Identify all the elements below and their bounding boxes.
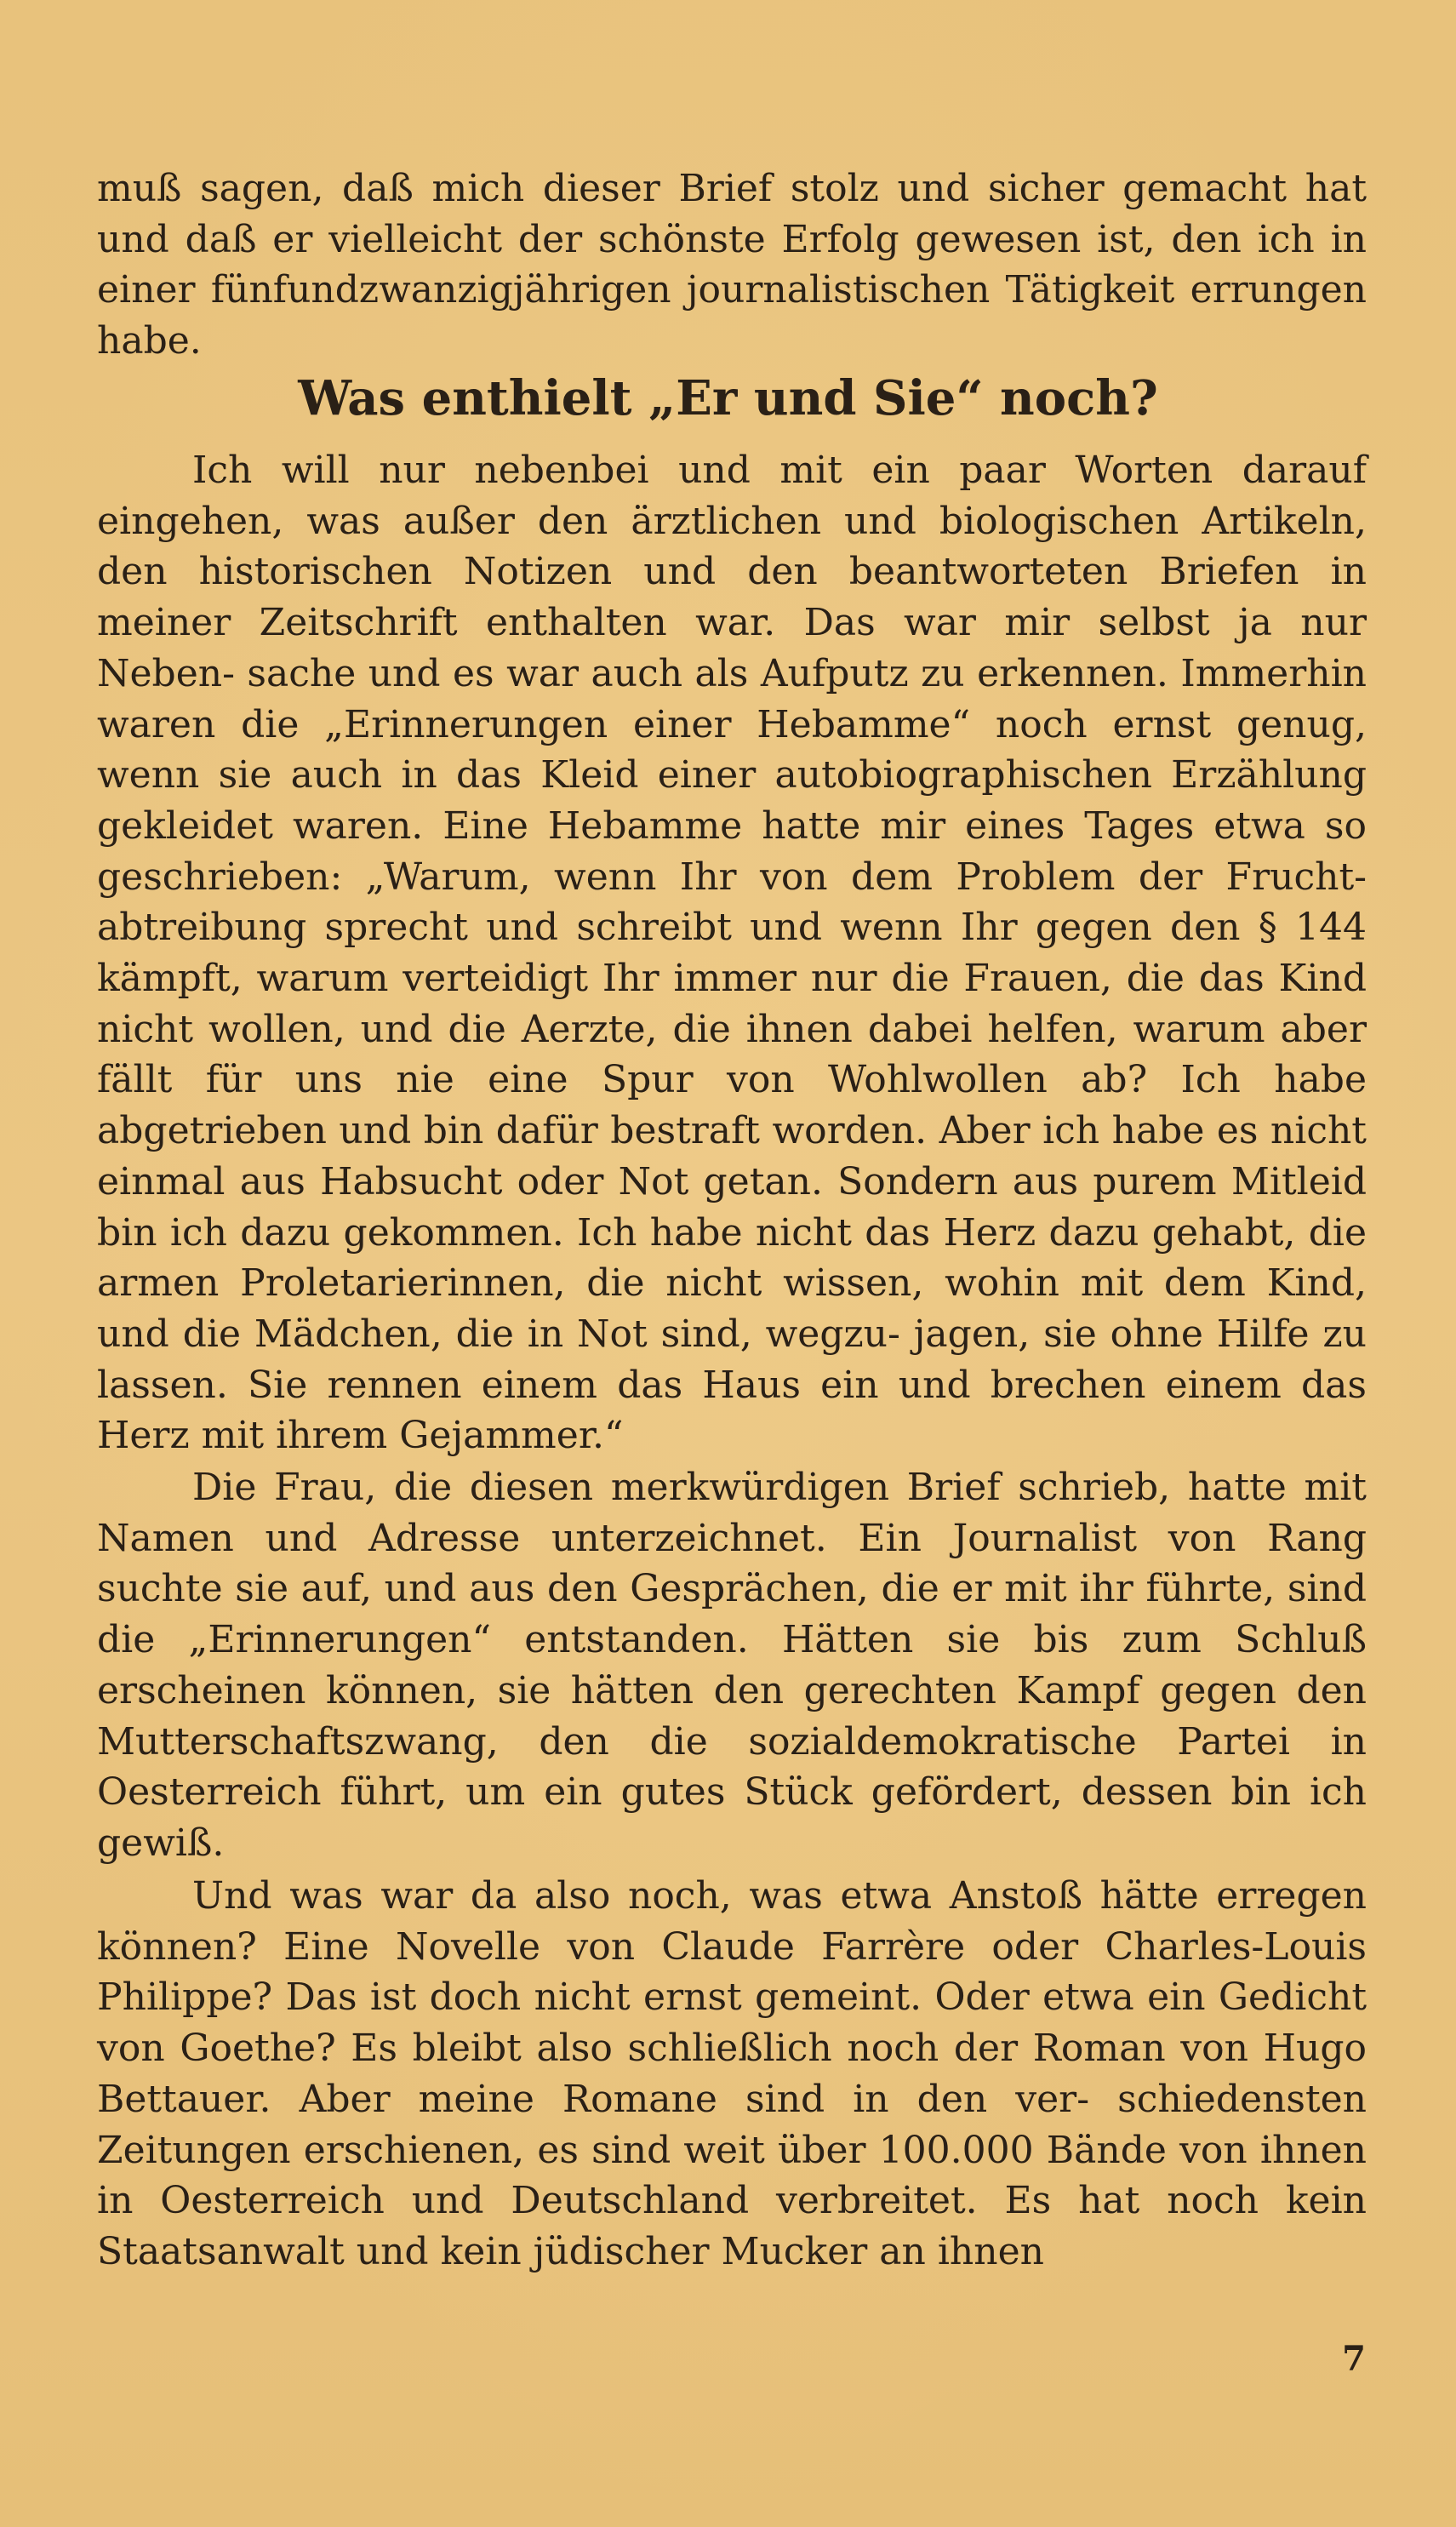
paragraph-novels: Und was war da also noch, was etwa Anstoß hätte erregen können? Eine Novelle von Claude Farrère oder Charles-Louis Philippe? Das ist doch nicht ernst gemeint. Oder etwa ein Gedicht von Goethe? Es bleibt also schließlich noch der Roman von Hugo Bettauer. Aber meine Romane sind in den ver- schiedensten Zeitungen erschienen, es sind weit über 100.000 Bände von ihnen in Oesterreich und Deutschland verbreitet. Es hat noch kein Staatsanwalt und kein jüdischer Mucker an ihnen (97, 1874, 1367, 2273)
paragraph-journalist: Die Frau, die diesen merkwürdigen Brief schrieb, hatte mit Namen und Adresse unterzeichnet. Ein Journalist von Rang suchte sie auf, und aus den Gesprächen, die er mit ihr führte, sind die „Erinnerungen“ entstanden. Hätten sie bis zum Schluß erscheinen können, sie hätten den gerechten Kampf gegen den Mutterschaftszwang, den die sozialdemokratische Partei in Oesterreich führt, um ein gutes Stück gefördert, dessen bin ich gewiß. (97, 1466, 1367, 1865)
paragraph-continuation: muß sagen, daß mich dieser Brief stolz und sicher gemacht hat und daß er vielleicht der schönste Erfolg gewesen ist, den ich in einer fünfundzwanzigjährigen journalistischen Tätigkeit errungen habe. (97, 167, 1367, 363)
page-number: 7 (1342, 2339, 1366, 2379)
paragraph-midwife-letter: Ich will nur nebenbei und mit ein paar Worten darauf eingehen, was außer den ärztlichen und biologischen Artikeln, den historischen Notizen und den beantworteten Briefen in meiner Zeitschrift enthalten war. Das war mir selbst ja nur Neben- sache und es war auch als Aufputz zu erkennen. Immerhin waren die „Erinnerungen einer Hebamme“ noch ernst genug, wenn sie auch in das Kleid einer autobiographischen Erzählung gekleidet waren. Eine Hebamme hatte mir eines Tages etwa so geschrieben: „Warum, wenn Ihr von dem Problem der Frucht- abtreibung sprecht und schreibt und wenn Ihr gegen den § 144 kämpft, warum verteidigt Ihr immer nur die Frauen, die das Kind nicht wollen, und die Aerzte, die ihnen dabei helfen, warum aber fällt für uns nie eine Spur von Wohlwollen ab? Ich habe abgetrieben und bin dafür bestraft worden. Aber ich habe es nicht einmal aus Habsucht oder Not getan. Sondern aus purem Mitleid bin ich dazu gekommen. Ich habe nicht das Herz dazu gehabt, die armen Proletarierinnen, die nicht wissen, wohin mit dem Kind, und die Mädchen, die in Not sind, wegzu- jagen, sie ohne Hilfe zu lassen. Sie rennen einem das Haus ein und brechen einem das Herz mit ihrem Gejammer.“ (97, 449, 1367, 1458)
section-heading: Was enthielt „Er und Sie“ noch? (298, 370, 1158, 426)
